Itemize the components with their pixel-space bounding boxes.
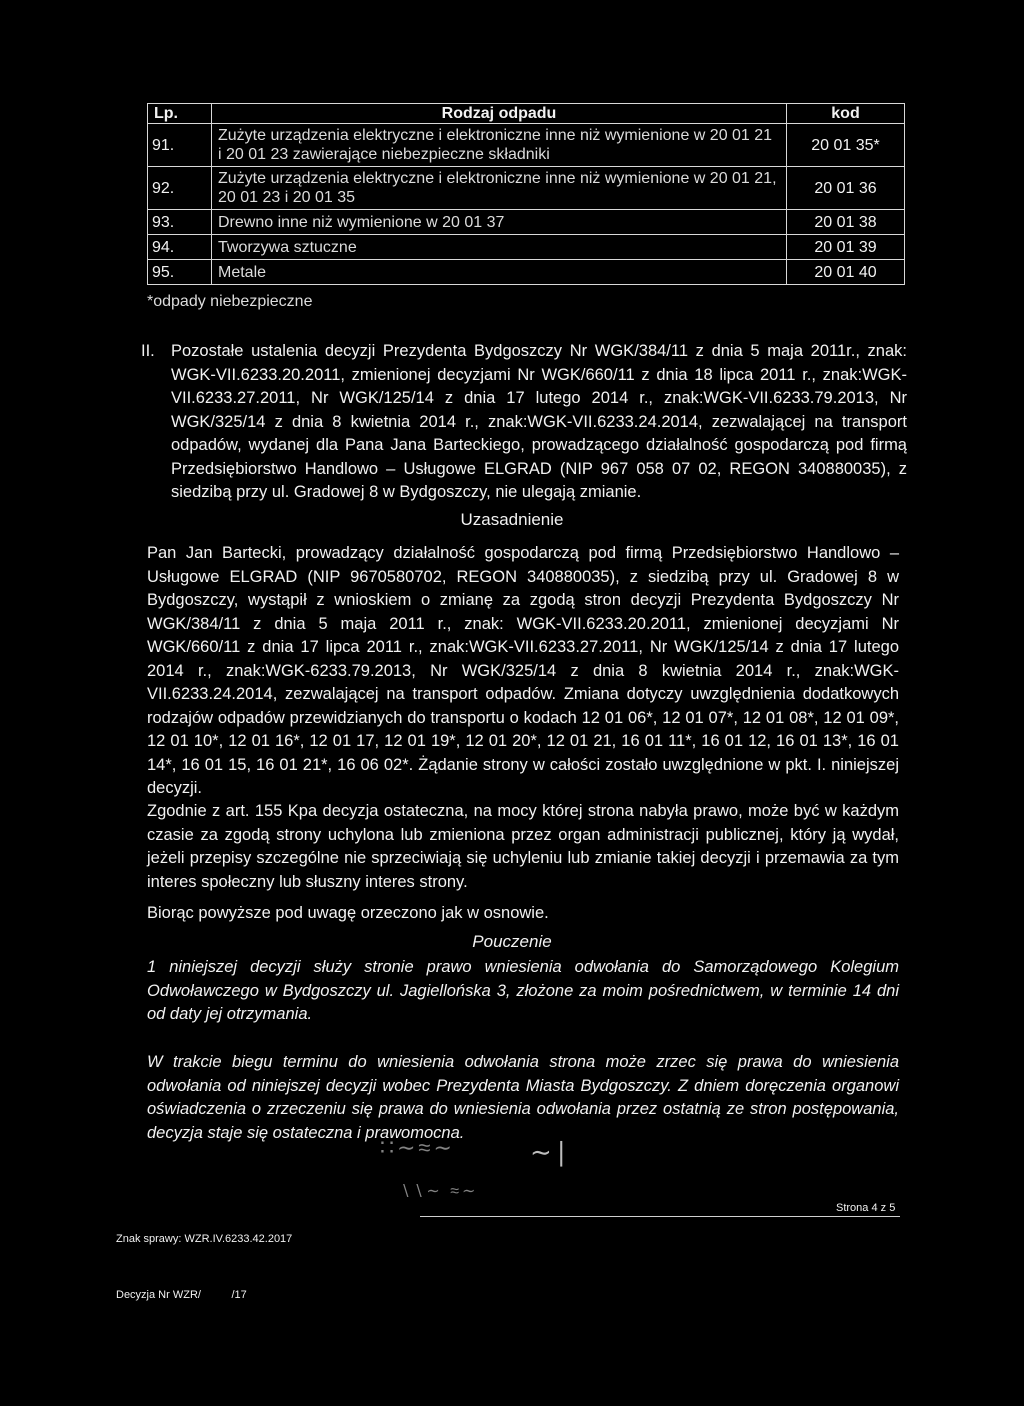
row-waste-name: [212, 124, 787, 167]
row-code: 20 01 40: [787, 260, 905, 285]
waste-name-line: 20 01 23 i 20 01 35: [218, 189, 356, 206]
row-lp: 93.: [148, 210, 212, 235]
row-code: 20 01 36: [787, 167, 905, 210]
row-waste-name: Metale: [212, 260, 787, 285]
justification-paragraph: Biorąc powyższe pod uwagę orzeczono jak w osnowie.: [147, 904, 549, 922]
footer-divider: [420, 1216, 900, 1217]
case-reference: Znak sprawy: WZR.IV.6233.42.2017: [116, 1233, 293, 1245]
instruction-paragraph: 1 niniejszej decyzji służy stronie prawo wniesienia odwołania do Samorządowego Kolegium Odwoławczego w Bydgoszczy ul. Jagiellońska 3, złożone za moim pośrednictwem, w terminie 14 dni od daty jej otrzymania.: [147, 958, 899, 1023]
table-row: [148, 260, 905, 285]
row-code: 20 01 38: [787, 210, 905, 235]
justification-paragraph: Zgodnie z art. 155 Kpa decyzja ostateczna, na mocy której strona nabyła prawo, może być w każdym czasie za zgodą strony uchylona lub zmieniona przez organ administracji publicznej, który ją wydał, jeżeli przepisy szczególne nie sprzeciwiają się uchyleniu lub zmianie takiej decyzji i przemawia za tym interes społeczny lub słuszny interes strony.: [147, 802, 899, 891]
row-waste-name: [212, 167, 787, 210]
row-lp: 95.: [148, 260, 212, 285]
instruction-heading: Pouczenie: [472, 932, 552, 951]
header-code: kod: [787, 104, 905, 124]
decision-number: Decyzja Nr WZR/ /17: [116, 1289, 247, 1301]
section-ii-text: Pozostałe ustalenia decyzji Prezydenta Bydgoszczy Nr WGK/384/11 z dnia 5 maja 2011r., znak: WGK-VII.6233.20.2011, zmienionej decyzjami Nr WGK/660/11 z dnia 18 lipca 2011 r., znak:WGK-VII.6233.27.2011, Nr WGK/125/14 z dnia 17 lutego 2014 r., znak:WGK-VII.6233.79.2013, Nr WGK/325/14 z dnia 8 kwietnia 2014 r., znak:WGK-VII.6233.24.2014, zezwalającej na transport odpadów, wydanej dla Pana Jana Barteckiego, prowadzącego działalność gospodarczą pod firmą Przedsiębiorstwo Handlowo – Usługowe ELGRAD (NIP 967 058 07 02, REGON 340880035), z siedzibą przy ul. Gradowej 8 w Bydgoszczy, nie ulegają zmianie.: [171, 342, 907, 501]
waste-name-line: i 20 01 23 zawierające niebezpieczne składniki: [218, 146, 550, 163]
section-number: II.: [141, 342, 155, 360]
instruction-paragraph: W trakcie biegu terminu do wniesienia odwołania strona może zrzec się prawa do wniesienia odwołania od niniejszej decyzji wobec Prezydenta Miasta Bydgoszczy. Z dniem doręczenia organowi oświadczenia o zrzeczeniu się prawa do wniesienia odwołania przez ostatnią ze stron postępowania, decyzja staje się ostateczna i prawomocna.: [147, 1053, 899, 1142]
row-lp: 91.: [148, 124, 212, 167]
table-footnote: *odpady niebezpieczne: [147, 293, 313, 310]
stamp-mark: ∼∣: [530, 1137, 571, 1167]
header-waste-type: Rodzaj odpadu: [212, 104, 787, 124]
waste-name-line: Zużyte urządzenia elektryczne i elektroniczne inne niż wymienione w 20 01 21,: [218, 170, 777, 187]
signature-stamp: [380, 1135, 610, 1215]
row-waste-name: Tworzywa sztuczne: [212, 235, 787, 260]
table-row: [148, 210, 905, 235]
page-number: Strona 4 z 5: [836, 1202, 896, 1214]
waste-table: [147, 103, 905, 285]
table-header-row: [148, 104, 905, 124]
row-lp: 92.: [148, 167, 212, 210]
header-lp: Lp.: [148, 104, 212, 124]
table-row: [148, 124, 905, 167]
waste-name-line: Zużyte urządzenia elektryczne i elektroniczne inne niż wymienione w 20 01 21: [218, 127, 773, 144]
row-code: 20 01 35*: [787, 124, 905, 167]
row-waste-name: Drewno inne niż wymienione w 20 01 37: [212, 210, 787, 235]
table-row: [148, 167, 905, 210]
stamp-mark: ∷∼≈∼: [380, 1135, 455, 1160]
table-row: [148, 235, 905, 260]
row-lp: 94.: [148, 235, 212, 260]
justification-heading: Uzasadnienie: [460, 510, 564, 529]
stamp-mark: ∖∖∼ ≈∼: [400, 1183, 479, 1200]
row-code: 20 01 39: [787, 235, 905, 260]
section-ii: [141, 340, 907, 505]
justification-paragraph: Pan Jan Bartecki, prowadzący działalność gospodarczą pod firmą Przedsiębiorstwo Handlowo – Usługowe ELGRAD (NIP 9670580702, REGON 340880035), z siedzibą przy ul. Gradowej 8 w Bydgoszczy, wystąpił z wnioskiem o zmianę za zgodą stron decyzji Prezydenta Bydgoszczy Nr WGK/384/11 z dnia 5 maja 2011 r., znak: WGK-VII.6233.20.2011, zmienionej decyzjami Nr WGK/660/11 z dnia 17 lipca 2011 r., znak:WGK-VII.6233.27.2011, Nr WGK/125/14 z dnia 17 lutego 2014 r., znak:WGK-6233.79.2013, Nr WGK/325/14 z dnia 8 kwietnia 2014 r., znak:WGK-VII.6233.24.2014, zezwalającej na transport odpadów. Zmiana dotyczy uwzględnienia dodatkowych rodzajów odpadów przewidzianych do transportu o kodach 12 01 06*, 12 01 07*, 12 01 08*, 12 01 09*, 12 01 10*, 12 01 16*, 12 01 17, 12 01 19*, 12 01 20*, 12 01 21, 16 01 11*, 16 01 12, 16 01 13*, 16 01 14*, 16 01 15, 16 01 21*, 16 06 02*. Żądanie strony w całości zostało uwzględnione w pkt. I. niniejszej decyzji.: [147, 544, 899, 797]
